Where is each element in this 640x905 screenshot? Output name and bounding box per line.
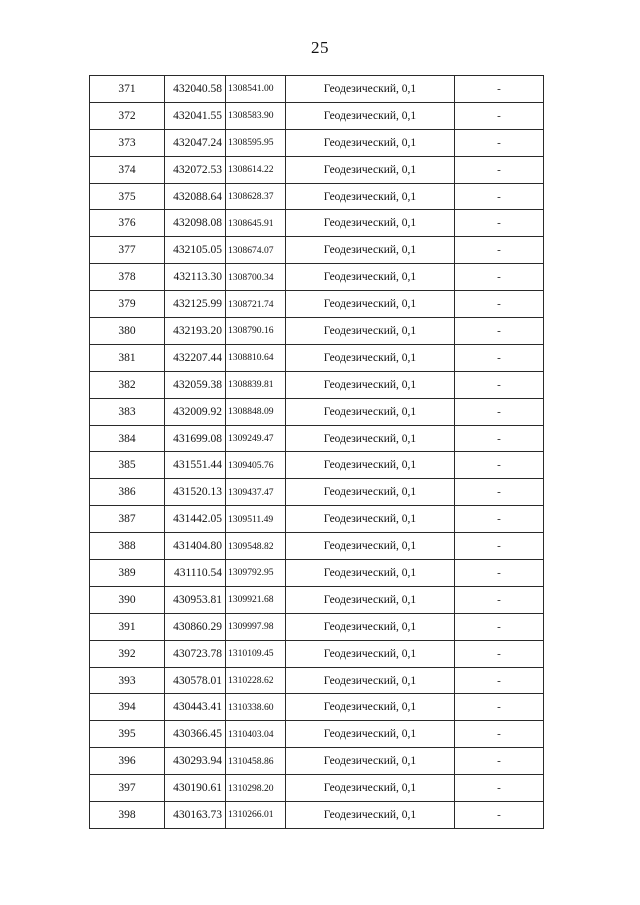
table-row bbox=[90, 183, 544, 210]
x-coordinate-cell: 430723.78 bbox=[165, 640, 226, 667]
x-coordinate-cell: 431404.80 bbox=[165, 533, 226, 560]
x-coordinate-cell: 431520.13 bbox=[165, 479, 226, 506]
x-coordinate-cell: 431551.44 bbox=[165, 452, 226, 479]
method-accuracy-cell: Геодезический, 0,1 bbox=[286, 102, 455, 129]
method-accuracy-cell: Геодезический, 0,1 bbox=[286, 533, 455, 560]
x-coordinate-cell: 432113.30 bbox=[165, 264, 226, 291]
method-accuracy-cell: Геодезический, 0,1 bbox=[286, 129, 455, 156]
table-row bbox=[90, 129, 544, 156]
table-row bbox=[90, 237, 544, 264]
y-coordinate-cell: 1308674.07 bbox=[226, 237, 286, 264]
point-number-cell: 397 bbox=[90, 775, 165, 802]
method-accuracy-cell: Геодезический, 0,1 bbox=[286, 802, 455, 829]
point-number-cell: 392 bbox=[90, 640, 165, 667]
description-cell: - bbox=[455, 129, 544, 156]
point-number-cell: 389 bbox=[90, 560, 165, 587]
description-cell: - bbox=[455, 156, 544, 183]
x-coordinate-cell: 432041.55 bbox=[165, 102, 226, 129]
point-number-cell: 387 bbox=[90, 506, 165, 533]
description-cell: - bbox=[455, 398, 544, 425]
description-cell: - bbox=[455, 291, 544, 318]
point-number-cell: 379 bbox=[90, 291, 165, 318]
description-cell: - bbox=[455, 802, 544, 829]
y-coordinate-cell: 1310458.86 bbox=[226, 748, 286, 775]
x-coordinate-cell: 431699.08 bbox=[165, 425, 226, 452]
description-cell: - bbox=[455, 102, 544, 129]
y-coordinate-cell: 1308595.95 bbox=[226, 129, 286, 156]
y-coordinate-cell: 1309437.47 bbox=[226, 479, 286, 506]
description-cell: - bbox=[455, 452, 544, 479]
x-coordinate-cell: 432047.24 bbox=[165, 129, 226, 156]
point-number-cell: 386 bbox=[90, 479, 165, 506]
method-accuracy-cell: Геодезический, 0,1 bbox=[286, 398, 455, 425]
y-coordinate-cell: 1308721.74 bbox=[226, 291, 286, 318]
x-coordinate-cell: 432072.53 bbox=[165, 156, 226, 183]
table-row bbox=[90, 398, 544, 425]
description-cell: - bbox=[455, 425, 544, 452]
x-coordinate-cell: 432059.38 bbox=[165, 371, 226, 398]
point-number-cell: 385 bbox=[90, 452, 165, 479]
point-number-cell: 374 bbox=[90, 156, 165, 183]
description-cell: - bbox=[455, 237, 544, 264]
y-coordinate-cell: 1309997.98 bbox=[226, 613, 286, 640]
table-row bbox=[90, 560, 544, 587]
table-row bbox=[90, 156, 544, 183]
method-accuracy-cell: Геодезический, 0,1 bbox=[286, 775, 455, 802]
description-cell: - bbox=[455, 210, 544, 237]
y-coordinate-cell: 1308541.00 bbox=[226, 76, 286, 103]
table-row bbox=[90, 76, 544, 103]
description-cell: - bbox=[455, 344, 544, 371]
description-cell: - bbox=[455, 506, 544, 533]
y-coordinate-cell: 1309921.68 bbox=[226, 586, 286, 613]
table-row bbox=[90, 102, 544, 129]
table-row bbox=[90, 775, 544, 802]
table-row bbox=[90, 586, 544, 613]
y-coordinate-cell: 1308839.81 bbox=[226, 371, 286, 398]
point-number-cell: 380 bbox=[90, 318, 165, 345]
method-accuracy-cell: Геодезический, 0,1 bbox=[286, 452, 455, 479]
y-coordinate-cell: 1310298.20 bbox=[226, 775, 286, 802]
page-number: 25 bbox=[311, 38, 329, 57]
point-number-cell: 384 bbox=[90, 425, 165, 452]
description-cell: - bbox=[455, 640, 544, 667]
point-number-cell: 377 bbox=[90, 237, 165, 264]
method-accuracy-cell: Геодезический, 0,1 bbox=[286, 479, 455, 506]
y-coordinate-cell: 1310109.45 bbox=[226, 640, 286, 667]
method-accuracy-cell: Геодезический, 0,1 bbox=[286, 506, 455, 533]
point-number-cell: 373 bbox=[90, 129, 165, 156]
x-coordinate-cell: 430860.29 bbox=[165, 613, 226, 640]
table-row bbox=[90, 452, 544, 479]
method-accuracy-cell: Геодезический, 0,1 bbox=[286, 586, 455, 613]
table-row bbox=[90, 721, 544, 748]
point-number-cell: 394 bbox=[90, 694, 165, 721]
point-number-cell: 395 bbox=[90, 721, 165, 748]
table-row bbox=[90, 425, 544, 452]
y-coordinate-cell: 1309249.47 bbox=[226, 425, 286, 452]
x-coordinate-cell: 432193.20 bbox=[165, 318, 226, 345]
description-cell: - bbox=[455, 76, 544, 103]
point-number-cell: 381 bbox=[90, 344, 165, 371]
method-accuracy-cell: Геодезический, 0,1 bbox=[286, 613, 455, 640]
method-accuracy-cell: Геодезический, 0,1 bbox=[286, 318, 455, 345]
method-accuracy-cell: Геодезический, 0,1 bbox=[286, 291, 455, 318]
description-cell: - bbox=[455, 479, 544, 506]
point-number-cell: 396 bbox=[90, 748, 165, 775]
y-coordinate-cell: 1310228.62 bbox=[226, 667, 286, 694]
description-cell: - bbox=[455, 371, 544, 398]
point-number-cell: 382 bbox=[90, 371, 165, 398]
point-number-cell: 398 bbox=[90, 802, 165, 829]
method-accuracy-cell: Геодезический, 0,1 bbox=[286, 721, 455, 748]
y-coordinate-cell: 1310403.04 bbox=[226, 721, 286, 748]
x-coordinate-cell: 430443.41 bbox=[165, 694, 226, 721]
method-accuracy-cell: Геодезический, 0,1 bbox=[286, 694, 455, 721]
method-accuracy-cell: Геодезический, 0,1 bbox=[286, 371, 455, 398]
y-coordinate-cell: 1310338.60 bbox=[226, 694, 286, 721]
table-row bbox=[90, 264, 544, 291]
method-accuracy-cell: Геодезический, 0,1 bbox=[286, 183, 455, 210]
y-coordinate-cell: 1308790.16 bbox=[226, 318, 286, 345]
y-coordinate-cell: 1308583.90 bbox=[226, 102, 286, 129]
point-number-cell: 375 bbox=[90, 183, 165, 210]
description-cell: - bbox=[455, 613, 544, 640]
x-coordinate-cell: 430163.73 bbox=[165, 802, 226, 829]
table-row bbox=[90, 748, 544, 775]
x-coordinate-cell: 432105.05 bbox=[165, 237, 226, 264]
description-cell: - bbox=[455, 264, 544, 291]
method-accuracy-cell: Геодезический, 0,1 bbox=[286, 156, 455, 183]
description-cell: - bbox=[455, 318, 544, 345]
point-number-cell: 393 bbox=[90, 667, 165, 694]
y-coordinate-cell: 1308645.91 bbox=[226, 210, 286, 237]
table-row bbox=[90, 506, 544, 533]
table-row bbox=[90, 371, 544, 398]
y-coordinate-cell: 1309548.82 bbox=[226, 533, 286, 560]
x-coordinate-cell: 430578.01 bbox=[165, 667, 226, 694]
y-coordinate-cell: 1310266.01 bbox=[226, 802, 286, 829]
table-row bbox=[90, 533, 544, 560]
point-number-cell: 383 bbox=[90, 398, 165, 425]
x-coordinate-cell: 431442.05 bbox=[165, 506, 226, 533]
method-accuracy-cell: Геодезический, 0,1 bbox=[286, 344, 455, 371]
x-coordinate-cell: 432009.92 bbox=[165, 398, 226, 425]
description-cell: - bbox=[455, 560, 544, 587]
method-accuracy-cell: Геодезический, 0,1 bbox=[286, 640, 455, 667]
y-coordinate-cell: 1309405.76 bbox=[226, 452, 286, 479]
description-cell: - bbox=[455, 694, 544, 721]
method-accuracy-cell: Геодезический, 0,1 bbox=[286, 560, 455, 587]
table-row bbox=[90, 291, 544, 318]
description-cell: - bbox=[455, 667, 544, 694]
x-coordinate-cell: 432088.64 bbox=[165, 183, 226, 210]
x-coordinate-cell: 432125.99 bbox=[165, 291, 226, 318]
y-coordinate-cell: 1308614.22 bbox=[226, 156, 286, 183]
table-row bbox=[90, 640, 544, 667]
coordinates-table bbox=[89, 75, 544, 829]
method-accuracy-cell: Геодезический, 0,1 bbox=[286, 264, 455, 291]
x-coordinate-cell: 432207.44 bbox=[165, 344, 226, 371]
method-accuracy-cell: Геодезический, 0,1 bbox=[286, 237, 455, 264]
method-accuracy-cell: Геодезический, 0,1 bbox=[286, 210, 455, 237]
description-cell: - bbox=[455, 533, 544, 560]
point-number-cell: 388 bbox=[90, 533, 165, 560]
point-number-cell: 390 bbox=[90, 586, 165, 613]
x-coordinate-cell: 431110.54 bbox=[165, 560, 226, 587]
table-row bbox=[90, 613, 544, 640]
description-cell: - bbox=[455, 721, 544, 748]
point-number-cell: 376 bbox=[90, 210, 165, 237]
x-coordinate-cell: 432040.58 bbox=[165, 76, 226, 103]
description-cell: - bbox=[455, 586, 544, 613]
y-coordinate-cell: 1308700.34 bbox=[226, 264, 286, 291]
y-coordinate-cell: 1309511.49 bbox=[226, 506, 286, 533]
table-row bbox=[90, 344, 544, 371]
x-coordinate-cell: 430190.61 bbox=[165, 775, 226, 802]
y-coordinate-cell: 1308810.64 bbox=[226, 344, 286, 371]
y-coordinate-cell: 1308628.37 bbox=[226, 183, 286, 210]
table-row bbox=[90, 210, 544, 237]
table-row bbox=[90, 802, 544, 829]
method-accuracy-cell: Геодезический, 0,1 bbox=[286, 76, 455, 103]
coordinates-table-body bbox=[90, 76, 544, 829]
point-number-cell: 378 bbox=[90, 264, 165, 291]
x-coordinate-cell: 430366.45 bbox=[165, 721, 226, 748]
method-accuracy-cell: Геодезический, 0,1 bbox=[286, 425, 455, 452]
table-row bbox=[90, 479, 544, 506]
description-cell: - bbox=[455, 748, 544, 775]
table-row bbox=[90, 694, 544, 721]
x-coordinate-cell: 430953.81 bbox=[165, 586, 226, 613]
method-accuracy-cell: Геодезический, 0,1 bbox=[286, 748, 455, 775]
y-coordinate-cell: 1309792.95 bbox=[226, 560, 286, 587]
point-number-cell: 391 bbox=[90, 613, 165, 640]
method-accuracy-cell: Геодезический, 0,1 bbox=[286, 667, 455, 694]
y-coordinate-cell: 1308848.09 bbox=[226, 398, 286, 425]
x-coordinate-cell: 432098.08 bbox=[165, 210, 226, 237]
point-number-cell: 371 bbox=[90, 76, 165, 103]
table-row bbox=[90, 667, 544, 694]
table-row bbox=[90, 318, 544, 345]
x-coordinate-cell: 430293.94 bbox=[165, 748, 226, 775]
description-cell: - bbox=[455, 775, 544, 802]
description-cell: - bbox=[455, 183, 544, 210]
point-number-cell: 372 bbox=[90, 102, 165, 129]
